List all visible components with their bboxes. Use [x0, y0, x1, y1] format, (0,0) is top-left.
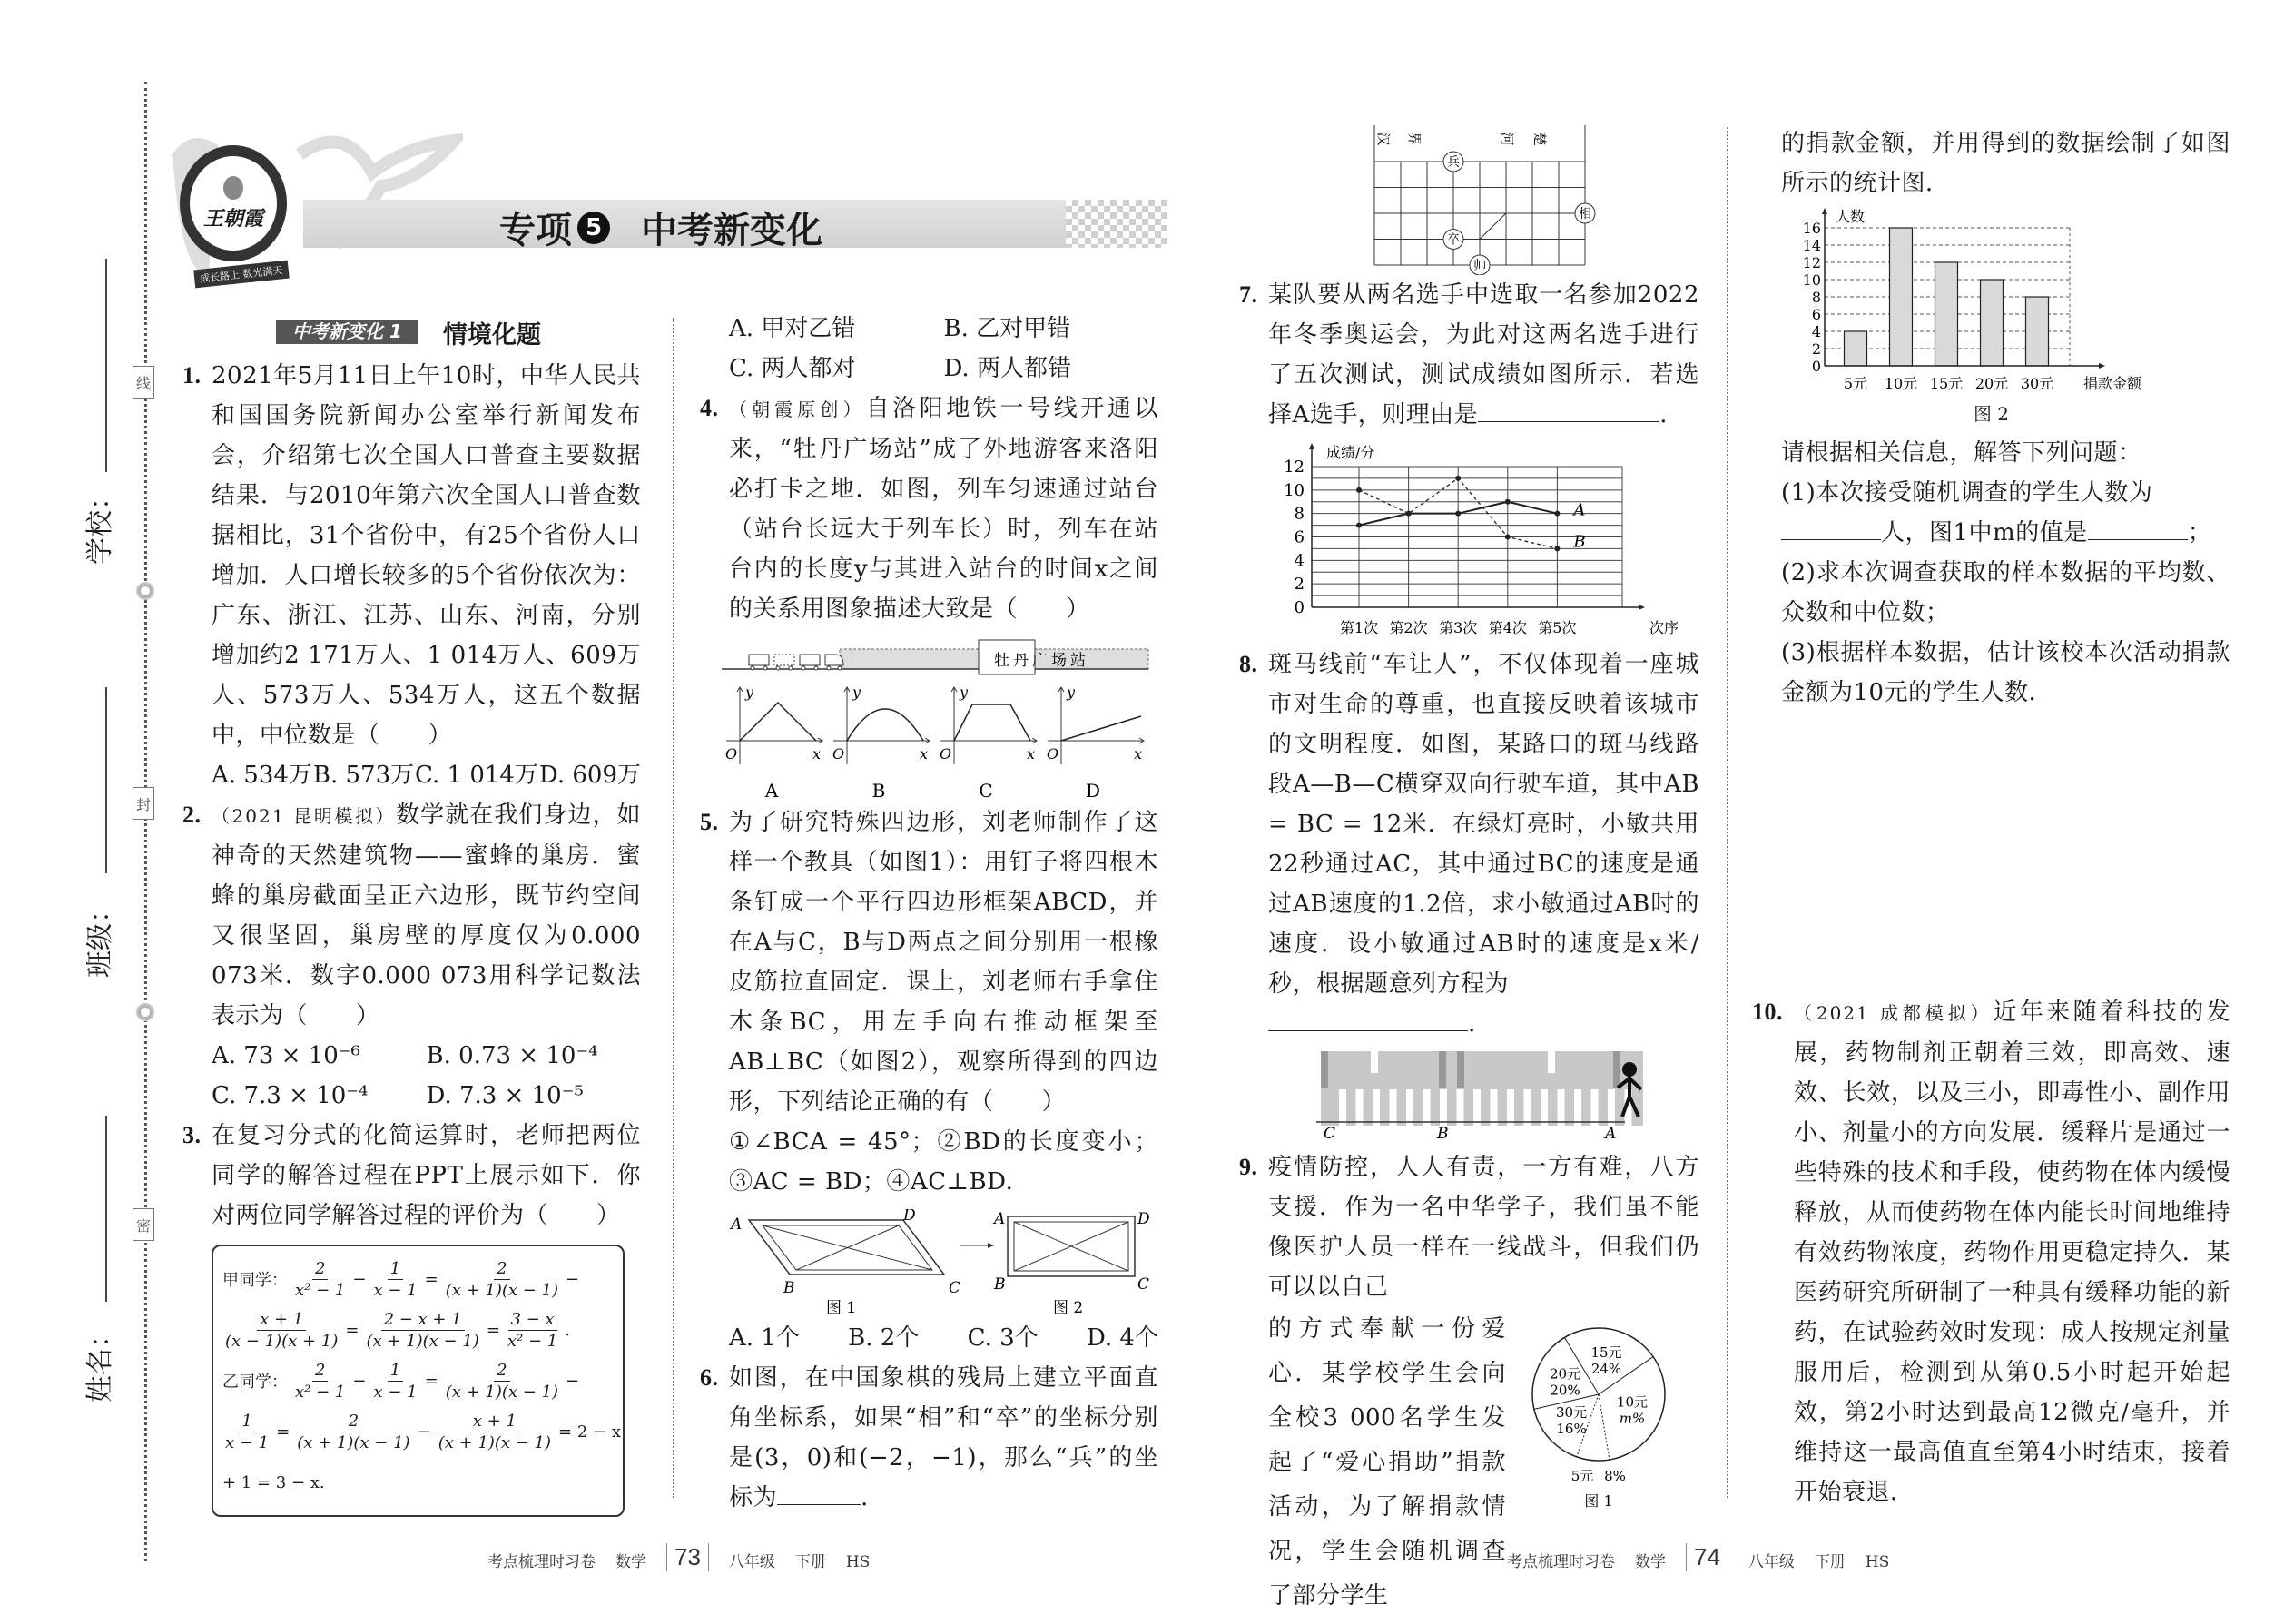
y-tick-label: 12	[1284, 458, 1305, 477]
data-point-B	[1455, 476, 1461, 481]
column-3	[1239, 125, 1699, 1619]
question-7: 7. 某队要从两名选手中选取一名参加2022年冬季奥运会，为此对这两名选手进行了五次测试，测试成绩如图所示．若选择A选手，则理由是 .	[1239, 275, 1699, 435]
seal-marker-seal: 封	[133, 787, 154, 820]
options-q2	[182, 1036, 641, 1116]
option-c[interactable]: C. 1 014万	[415, 762, 538, 789]
zebra-stripe	[1440, 1089, 1447, 1126]
pie-value: 16%	[1556, 1420, 1587, 1437]
seal-circle-icon	[133, 1003, 157, 1021]
parallelogram-figure	[722, 1209, 1157, 1318]
pie-value: 20%	[1550, 1382, 1580, 1399]
question-9-subquestions: 请根据相关信息，解答下列问题： (1)本次接受随机调查的学生人数为 人，图1中m的值是 ； (2)求本次调查获取的样本数据的平均数、众数和中位数； (3)根据样本数据，估计该校本次活动捐款金额为10元的学生人数．	[1752, 433, 2230, 713]
statements: ①∠BCA = 45°；②BD的长度变小；③AC = BD；④AC⊥BD.	[729, 1128, 1158, 1196]
numerator: 1	[388, 1360, 403, 1382]
question-8: 8. 斑马线前“车让人”，不仅体现着一座城市对生命的尊重，也直接反映着该城市的文明程度．如图，某路口的斑马线路段A—B—C横穿双向行驶车道，其中AB = BC = 12米．在绿灯亮时，小敏共用22秒通过AC，其中通过BC的速度是通过AB速度的1.2倍，求小敏通过AB时的速度．设小敏通过AB时的速度是x米/秒，根据题意列方程为 .	[1239, 645, 1699, 1044]
question-number: 1.	[182, 362, 202, 389]
y-tick-label: 10	[1802, 271, 1821, 289]
formula-text: −	[566, 1269, 580, 1289]
denominator: x − 1	[373, 1382, 418, 1402]
zebra-stripe	[1356, 1089, 1364, 1126]
options-q1	[182, 755, 641, 795]
x-axis-arrow-icon	[2099, 363, 2105, 369]
palace-diagonal	[1480, 213, 1506, 240]
data-point-B	[1505, 535, 1511, 540]
column-4	[1752, 123, 2230, 1512]
zebra-stripe	[1339, 1089, 1346, 1126]
question-text: 2021年5月11日上午10时，中华人民共和国国务院新闻办公室举行新闻发布会，介绍第七次全国人口普查主要数据结果．与2010年第六次全国人口普查数据相比，31个省份中，有25个省份人口增加．人口增长较多的5个省份依次为：广东、浙江、江苏、山东、河南，分别增加约2 171万人、1 014万人、609万人、573万人、534万人，这五个数据中，中位数是（ ）	[212, 362, 641, 749]
formula-line	[222, 1457, 614, 1508]
denominator: x² − 1	[295, 1382, 346, 1402]
question-source: （2021 成都模拟）	[1794, 1002, 1994, 1024]
series-label: A	[1573, 500, 1586, 520]
chess-piece-label: 帅	[1473, 259, 1486, 273]
name-underline	[105, 1116, 107, 1302]
x-tick-label: 第2次	[1389, 619, 1428, 636]
y-tick-label: 8	[1811, 289, 1821, 306]
y-tick-label: 8	[1294, 504, 1305, 524]
logo-badge	[180, 145, 287, 261]
bar-5元	[1845, 331, 1867, 366]
x-label: x	[920, 745, 929, 763]
question-text: 斑马线前“车让人”，不仅体现着一座城市对生命的尊重，也直接反映着该城市的文明程度．如图，某路口的斑马线路段A—B—C横穿双向行驶车道，其中AB = BC = 12米．在绿灯亮时，小敏共用22秒通过AC，其中通过BC的速度是通过AB速度的1.2倍，求小敏通过AB时的速度．设小敏通过AB时的速度是x米/秒，根据题意列方程为	[1268, 651, 1699, 998]
question-2	[182, 795, 641, 1036]
svg-text:C: C	[949, 1279, 961, 1297]
data-point-A	[1554, 511, 1560, 517]
question-3	[182, 1116, 641, 1235]
x-tick-label: 第5次	[1538, 619, 1577, 636]
page-number: 74	[1686, 1543, 1728, 1571]
question-4	[700, 389, 1158, 629]
y-tick-label: 0	[1811, 358, 1821, 375]
x-axis-title: 次序	[1649, 619, 1679, 636]
options-q5	[700, 1318, 1158, 1358]
denominator: x − 1	[373, 1280, 418, 1300]
numerator: 2	[312, 1360, 328, 1382]
pie-label: 5元	[1570, 1468, 1594, 1484]
answer-blank[interactable]	[777, 1482, 861, 1505]
y-label: y	[745, 684, 754, 701]
chess-piece-label: 兵	[1447, 155, 1460, 170]
fraction	[443, 1360, 561, 1403]
origin-label: O	[940, 745, 952, 763]
svg-text:B: B	[994, 1275, 1006, 1294]
chess-piece-label: 相	[1579, 207, 1591, 221]
pie-value: 24%	[1590, 1360, 1622, 1377]
numerator: 2	[494, 1258, 509, 1280]
river-text: 汉	[1375, 132, 1392, 146]
page-number: 73	[666, 1543, 709, 1571]
formula-text: −	[417, 1422, 431, 1442]
x-tick-label: 第3次	[1439, 619, 1478, 636]
y-axis-title: 成绩/分	[1326, 444, 1375, 461]
y-tick-label: 6	[1294, 527, 1305, 547]
formula-line	[222, 1304, 614, 1355]
fraction	[292, 1258, 348, 1301]
graph-curve	[740, 703, 816, 741]
question-6: 6. 如图，在中国象棋的残局上建立平面直角坐标系，如果“相”和“卒”的坐标分别是(3，0)和(−2，−1)，那么“兵”的坐标为 .	[700, 1358, 1158, 1518]
page-title	[499, 202, 822, 253]
formula-text: + 1 = 3 − x.	[222, 1472, 325, 1492]
pie-label: 20元	[1549, 1365, 1581, 1383]
formula-line	[222, 1406, 621, 1457]
formula-text: =	[486, 1320, 500, 1340]
question-number: 3.	[182, 1122, 202, 1148]
graph-option-b[interactable]	[829, 684, 936, 802]
fraction	[222, 1309, 340, 1352]
formula-text: 甲同学：	[222, 1271, 288, 1290]
checker-decoration	[1066, 200, 1167, 248]
svg-text:D: D	[1137, 1210, 1150, 1228]
zebra-stripe	[1406, 1089, 1413, 1126]
numerator: 2	[312, 1258, 328, 1280]
option-c[interactable]: C. 7.3 × 10⁻⁴	[212, 1082, 369, 1109]
data-point-B	[1554, 546, 1560, 551]
question-number: 7.	[1239, 281, 1258, 308]
question-number: 9.	[1239, 1154, 1258, 1180]
zebra-stripe	[1591, 1089, 1599, 1126]
fraction	[436, 1411, 554, 1453]
formula-text: .	[565, 1320, 570, 1340]
logo-portrait	[223, 176, 243, 200]
question-text: 在复习分式的化简运算时，老师把两位同学的解答过程在PPT上展示如下．你对两位同学解答过程的评价为（ ）	[212, 1122, 641, 1229]
numerator: 1	[388, 1258, 403, 1280]
column-divider	[673, 318, 674, 1498]
pie-value: 8%	[1604, 1468, 1626, 1484]
graph-curve	[954, 704, 1030, 741]
answer-blank[interactable]	[1781, 517, 1881, 540]
answer-blank[interactable]	[2088, 517, 2188, 540]
x-tick-label: 第1次	[1339, 619, 1379, 636]
fraction	[370, 1258, 419, 1301]
y-label: y	[960, 684, 969, 701]
bar-30元	[2026, 297, 2049, 366]
zebra-gap	[1548, 1051, 1555, 1073]
footer-left: 考点梳理时习卷 数学 73 八年级 下册 HS	[487, 1543, 871, 1571]
data-point-A	[1505, 499, 1511, 505]
question-number: 2.	[182, 802, 202, 828]
formula-text: =	[424, 1371, 438, 1391]
figure-caption: 图 2	[1973, 403, 2010, 425]
y-axis-title: 人数	[1836, 208, 1866, 225]
option-c[interactable]: C. 3个	[967, 1324, 1039, 1352]
question-number: 8.	[1239, 651, 1258, 677]
option-a[interactable]: A. 1个	[729, 1324, 800, 1352]
zebra-stripe	[1473, 1089, 1481, 1126]
question-source: （朝霞原创）	[729, 399, 866, 420]
answer-blank[interactable]	[1268, 1009, 1468, 1031]
svg-text:C: C	[1137, 1275, 1150, 1294]
zebra-stripe	[1541, 1089, 1548, 1126]
fraction	[294, 1411, 412, 1453]
data-point-A	[1455, 511, 1461, 517]
y-tick-label: 10	[1284, 480, 1305, 500]
y-axis-arrow-icon	[1822, 208, 1827, 214]
numerator: 2	[346, 1411, 361, 1432]
sub-question-1: (1)本次接受随机调查的学生人数为 人，图1中m的值是 ；	[1781, 479, 2212, 546]
donation-bar-chart	[1779, 207, 2233, 399]
option-a[interactable]: A. 73 × 10⁻⁶	[212, 1042, 360, 1069]
zebra-stripe	[1558, 1089, 1565, 1126]
y-tick-label: 14	[1802, 237, 1821, 254]
zebra-stripe	[1390, 1089, 1397, 1126]
y-tick-label: 4	[1294, 551, 1305, 571]
x-tick-label: 10元	[1884, 375, 1918, 392]
x-tick-label: 30元	[2020, 375, 2054, 392]
sub-question-3: (3)根据样本数据，估计该校本次活动捐款金额为10元的学生人数．	[1781, 639, 2230, 706]
river-text: 界	[1406, 132, 1423, 146]
logo-text: 王朝霞	[202, 206, 263, 231]
question-9-continued: 的方式奉献一份爱心．某学校学生会向全校3 000名学生发起了“爱心捐助”捐款活动，为了解捐款情况，学生会随机调查了部分学生	[1268, 1315, 1506, 1609]
options-q3	[700, 309, 1158, 389]
formula-text: 乙同学：	[222, 1373, 288, 1392]
option-b[interactable]: B. 0.73 × 10⁻⁴	[426, 1042, 598, 1069]
title-main: 中考新变化	[641, 210, 822, 251]
seal-circle-icon	[133, 582, 157, 600]
fraction	[292, 1360, 348, 1403]
question-1	[182, 356, 641, 755]
svg-text:A: A	[1605, 1125, 1617, 1142]
x-tick-label: 第4次	[1488, 619, 1527, 636]
zebra-gap	[1371, 1051, 1378, 1073]
y-tick-label: 2	[1294, 575, 1305, 595]
x-tick-label: 20元	[1974, 375, 2009, 392]
title-number-badge: 5	[577, 212, 610, 244]
sub-question-2: (2)求本次调查获取的样本数据的平均数、众数和中位数；	[1781, 559, 2230, 626]
formula-text: −	[352, 1371, 367, 1391]
formula-text: −	[352, 1269, 367, 1289]
svg-text:C: C	[1324, 1125, 1336, 1142]
chess-piece-label: 卒	[1447, 232, 1460, 248]
graph-label: D	[1085, 780, 1101, 802]
y-tick-label: 0	[1294, 598, 1305, 617]
question-text: 某队要从两名选手中选取一名参加2022年冬季奥运会，为此对这两名选手进行了五次测试，测试成绩如图所示．若选择A选手，则理由是	[1268, 281, 1699, 428]
formula-text: = 2 − x	[558, 1422, 621, 1442]
pie-label: 15元	[1590, 1343, 1622, 1361]
answer-graphs	[722, 684, 1158, 802]
denominator: (x + 1)(x − 1)	[445, 1280, 559, 1300]
denominator: x − 1	[225, 1432, 270, 1452]
option-c[interactable]: C. 两人都对	[729, 355, 856, 382]
question-text: 自洛阳地铁一号线开通以来，“牡丹广场站”成了外地游客来洛阳必打卡之地．如图，列车匀速通过站台（站台长远大于列车长）时，列车在站台内的长度y与其进入站台的时间x之间的关系用图象描述大致是（ ）	[729, 395, 1158, 623]
denominator: (x + 1)(x − 1)	[445, 1382, 559, 1402]
question-9-row	[1239, 1307, 1699, 1619]
pie-label: 10元	[1616, 1393, 1649, 1411]
y-label: y	[852, 684, 861, 701]
zebra-stripe	[1507, 1089, 1514, 1126]
fraction	[363, 1309, 481, 1352]
denominator: (x + 1)(x − 1)	[438, 1432, 552, 1452]
y-tick-label: 2	[1811, 340, 1821, 358]
fraction	[505, 1309, 560, 1352]
svg-text:A: A	[994, 1210, 1006, 1228]
bar-20元	[1981, 280, 2004, 366]
y-tick-label: 16	[1802, 220, 1821, 237]
question-text: 数学就在我们身边，如神奇的天然建筑物——蜜蜂的巢房．蜜蜂的巢房截面呈正六边形，既节约空间又很坚固，巢房壁的厚度仅为0.000 073米．数字0.000 073用科学记数法表示为（ ）	[212, 802, 641, 1029]
numerator: 1	[239, 1411, 254, 1432]
graph-curve	[847, 709, 923, 741]
formula-line	[222, 1254, 614, 1304]
option-d[interactable]: D. 4个	[1086, 1324, 1158, 1352]
denominator: x² − 1	[507, 1331, 558, 1351]
question-number: 4.	[700, 395, 719, 421]
question-9-text-cont: 的捐款金额，并用得到的数据绘制了如图所示的统计图．	[1781, 130, 2230, 197]
station-name: 牡丹广场站	[994, 652, 1089, 670]
denominator: x² − 1	[295, 1280, 346, 1300]
zebra-stripe	[1574, 1089, 1581, 1126]
formula-text: −	[566, 1371, 580, 1391]
option-b[interactable]: B. 乙对甲错	[943, 315, 1071, 342]
question-text: 如图，在中国象棋的残局上建立平面直角坐标系，如果“相”和“卒”的坐标分别是(3，0)和(−2，−1)，那么“兵”的坐标为	[729, 1364, 1158, 1511]
question-9	[1239, 1147, 1699, 1307]
y-label: y	[1067, 684, 1076, 701]
zebra-crossing-figure	[1316, 1051, 1652, 1142]
figure-caption: 图 1	[1584, 1492, 1613, 1510]
graph-label: C	[979, 780, 993, 802]
y-tick-label: 12	[1802, 254, 1821, 271]
numerator: 2	[494, 1360, 509, 1382]
column-2	[700, 309, 1158, 1518]
bar-15元	[1935, 262, 1958, 366]
svg-text:B: B	[783, 1279, 795, 1297]
graph-option-c[interactable]	[936, 684, 1043, 802]
question-text: 近年来随着科技的发展，药物制剂正朝着三效，即高效、速效、长效，以及三小，即毒性小、副作用小、剂量小的方向发展．缓释片是通过一些特殊的技术和手段，使药物在体内缓慢释放，从而使药物在体内能长时间地维持有效药物浓度，药物作用更稳定持久．某医药研究所研制了一种具有缓释功能的新药，在试验药效时发现：成人按规定剂量服用后，检测到从第0.5小时起开始起效，第2小时达到最高12微克/毫升，并维持这一最高值直至第4小时结束，接着开始衰退．	[1794, 999, 2230, 1506]
x-label: x	[1027, 745, 1036, 763]
option-a[interactable]: A. 甲对乙错	[729, 315, 856, 342]
svg-text:A: A	[731, 1216, 743, 1234]
section-title: 情境化题	[443, 321, 541, 349]
column-divider	[1727, 127, 1728, 1498]
option-b[interactable]: B. 2个	[848, 1324, 920, 1352]
origin-label: O	[725, 745, 738, 763]
graph-option-a[interactable]	[722, 684, 829, 802]
graph-option-d[interactable]	[1043, 684, 1150, 802]
formula-text: =	[345, 1320, 359, 1340]
binding-margin-line	[144, 82, 147, 1561]
river-text: 楚	[1531, 132, 1548, 146]
origin-label: O	[1047, 745, 1059, 763]
graph-label: B	[871, 780, 886, 802]
question-10	[1752, 992, 2230, 1512]
logo-slogan: 成长路上 数光满天	[193, 261, 289, 289]
data-point-B	[1406, 511, 1412, 517]
numerator: 3 − x	[508, 1309, 557, 1331]
formula-line	[222, 1355, 614, 1406]
zebra-stripe	[1608, 1089, 1615, 1126]
question-number: 10.	[1752, 999, 1783, 1025]
y-axis-arrow-icon	[1309, 443, 1314, 449]
x-axis-title: 捐款金额	[2083, 375, 2142, 392]
x-label: x	[1134, 745, 1143, 763]
option-b[interactable]: B. 573万	[312, 762, 415, 789]
school-label: 学校：	[84, 483, 116, 565]
denominator: (x + 1)(x − 1)	[297, 1432, 410, 1452]
name-label: 姓名：	[84, 1321, 116, 1403]
solution-box	[212, 1245, 625, 1517]
score-line-chart	[1239, 440, 1693, 645]
y-tick-label: 6	[1811, 306, 1821, 323]
fraction	[222, 1411, 271, 1453]
x-tick-label: 5元	[1843, 375, 1868, 392]
bar-10元	[1890, 228, 1913, 366]
option-d[interactable]: D. 7.3 × 10⁻⁵	[426, 1082, 584, 1109]
section-tag: 中考新变化 1	[276, 320, 418, 344]
title-prefix: 专项	[499, 210, 572, 251]
svg-text:B: B	[1437, 1125, 1449, 1142]
zebra-stripe	[1524, 1089, 1531, 1126]
school-underline	[105, 259, 107, 472]
x-tick-label: 15元	[1929, 375, 1964, 392]
data-point-A	[1356, 523, 1362, 528]
formula-text: =	[424, 1269, 438, 1289]
question-5	[700, 802, 1158, 1202]
answer-blank[interactable]	[1478, 399, 1659, 422]
series-label: B	[1573, 532, 1586, 552]
y-tick-label: 4	[1811, 323, 1821, 340]
column-1	[182, 356, 641, 1517]
zebra-stripe	[1423, 1089, 1431, 1126]
fraction	[370, 1360, 419, 1403]
denominator: (x − 1)(x + 1)	[225, 1331, 339, 1351]
figure-caption: 图 1	[826, 1299, 857, 1317]
seal-marker-secret: 密	[133, 1208, 154, 1241]
numerator: 2 − x + 1	[381, 1309, 465, 1331]
data-point-B	[1356, 487, 1362, 493]
x-axis-arrow-icon	[1639, 605, 1645, 610]
figure-caption: 图 2	[1053, 1299, 1084, 1317]
numerator: x + 1	[257, 1309, 306, 1331]
seal-marker-line: 线	[133, 366, 154, 399]
graph-curve	[1061, 716, 1141, 741]
option-d[interactable]: D. 609万	[538, 762, 641, 789]
zebra-stripe	[1457, 1089, 1464, 1126]
class-label: 班级：	[84, 896, 116, 978]
fraction	[443, 1258, 561, 1301]
x-label: x	[812, 745, 822, 763]
pie-label: 30元	[1556, 1403, 1588, 1421]
denominator: (x + 1)(x − 1)	[366, 1331, 479, 1351]
pie-value: m%	[1619, 1410, 1646, 1427]
numerator: x + 1	[470, 1411, 519, 1432]
train-station-figure	[722, 638, 1153, 679]
zebra-stripe	[1373, 1089, 1380, 1126]
chess-board-figure	[1362, 125, 1607, 275]
footer-right: 考点梳理时习卷 数学 74 八年级 下册 HS	[1507, 1543, 1890, 1571]
graph-label: A	[764, 780, 779, 802]
question-number: 5.	[700, 809, 719, 835]
train-icon	[749, 655, 843, 670]
question-number: 6.	[700, 1364, 719, 1391]
option-d[interactable]: D. 两人都错	[943, 355, 1071, 382]
question-source: （2021 昆明模拟）	[212, 805, 397, 827]
zebra-stripe	[1491, 1089, 1498, 1126]
river-text: 河	[1499, 132, 1515, 146]
svg-text:D: D	[903, 1209, 916, 1225]
class-underline	[105, 687, 107, 873]
question-text: 疫情防控，人人有责，一方有难，八方支援．作为一名中华学子，我们虽不能像医护人员一样在一线战斗，但我们仍可以以自己	[1268, 1154, 1699, 1301]
donation-pie-chart	[1519, 1316, 1682, 1521]
option-a[interactable]: A. 534万	[212, 762, 312, 789]
origin-label: O	[832, 745, 845, 763]
question-text: 为了研究特殊四边形，刘老师制作了这样一个教具（如图1）：用钉子将四根木条钉成一个平行四边形框架ABCD，并在A与C，B与D两点之间分别用一根橡皮筋拉直固定．课上，刘老师右手拿住木条BC，用左手向右推动框架至AB⊥BC（如图2），观察所得到的四边形，下列结论正确的有（ ）	[729, 809, 1158, 1116]
formula-text: =	[276, 1422, 290, 1442]
